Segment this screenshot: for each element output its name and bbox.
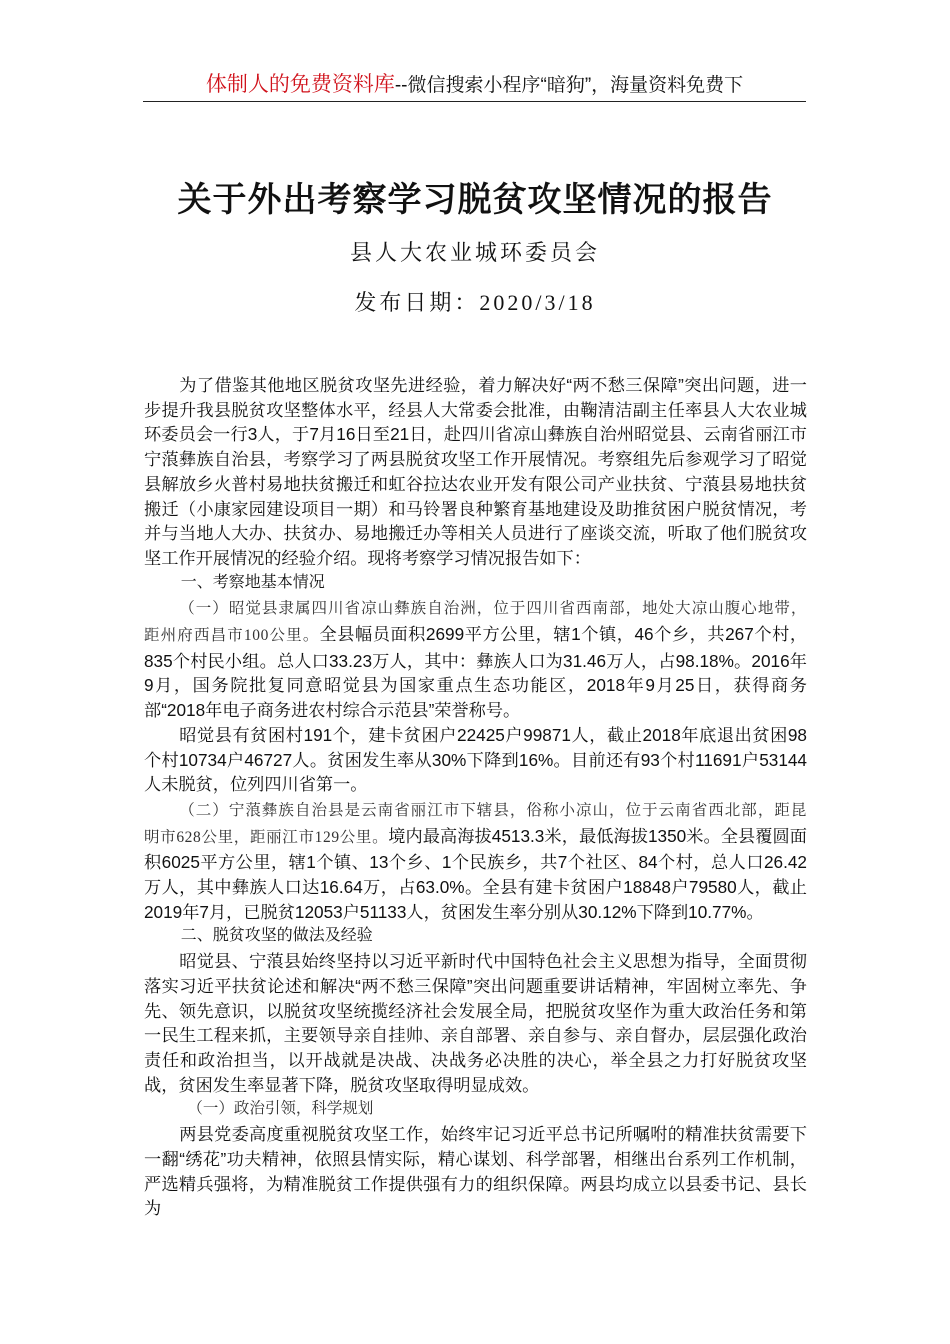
header-brand: 体制人的免费资料库 [205, 73, 395, 96]
planning-paragraph: 两县党委高度重视脱贫攻坚工作，始终牢记习近平总书记所嘱咐的精准扶贫需要下一翻“绣花”功夫精神，依照县情实际，精心谋划、科学部署，相继出台系列工作机制，严选精兵强将，为精准脱贫工作提供强有力的组织保障。两县均成立以县委书记、县长为 [144, 1124, 807, 1219]
section-heading-2: 二、脱贫攻坚的做法及经验 [180, 927, 373, 945]
document-body [144, 373, 807, 1221]
document-title: 关于外出考察学习脱贫攻坚情况的报告 [177, 180, 773, 220]
subsection-heading-1: （一）政治引领，科学规划 [187, 1100, 374, 1118]
ninglang-text: 境内最高海拔4513.3米，最低海拔1350米。全县覆圆面积6025平方公里，辖1个镇、13个乡、1个民族乡，共7个社区、84个村，总人口26.42万人，其中彝族人口达16.64万，占63.0%。全县有建卡贫困户18848户79580人，截止2019年7月，已脱贫12053户51133人，贫困发生率分别从30.12%下降到10.77%。 [144, 825, 807, 922]
header-tagline: --微信搜索小程序“暗狗”，海量资料免费下 [394, 75, 744, 96]
ninglang-paragraph [144, 797, 807, 925]
publish-date: 发布日期：2020/3/18 [354, 290, 596, 315]
document-author: 县人大农业城环委员会 [349, 240, 600, 265]
zhaojue-poverty-paragraph: 昭觉县有贫困村191个，建卡贫困户22425户99871人，截止2018年底退出贫困98个村10734户46727人。贫困发生率从30%下降到16%。目前还有93个村11691户53144人未脱贫，位列四川省第一。 [144, 724, 807, 795]
watermark-header [143, 70, 806, 102]
section-heading-1: 一、考察地基本情况 [180, 573, 325, 591]
zhaojue-text: 全县幅员面积2699平方公里，辖1个镇，46个乡，共267个村，835个村民小组。总人口33.23万人，其中：彝族人口为31.46万人，占98.18%。2016年9月，国务院批复同意昭觉县为国家重点生态功能区，2018年9月25日，获得商务部“2018年电子商务进农村综合示范县”荣誉称号。 [144, 624, 808, 721]
intro-paragraph: 为了借鉴其他地区脱贫攻坚先进经验，着力解决好“两不愁三保障”突出问题，进一步提升我县脱贫攻坚整体水平，经县人大常委会批准，由鞠清洁副主任率县人大农业城环委员会一行3人，于7月16日至21日，赴四川省凉山彝族自治州昭觉县、云南省丽江市宁蒗彝族自治县，考察学习了两县脱贫攻坚工作开展情况。考察组先后参观学习了昭觉县解放乡火普村易地扶贫搬迁和虹谷拉达农业开发有限公司产业扶贫、宁蒗县易地扶贫搬迁（小康家园建设项目一期）和马铃署良种繁育基地建设及助推贫困户脱贫情况，考并与当地人大办、扶贫办、易地搬迁办等相关人员进行了座谈交流，听取了他们脱贫攻坚工作开展情况的经验介绍。现将考察学习情况报告如下： [144, 375, 807, 568]
ninglang-lead: （二）宁蒗彝族自治县是云南省丽江市下辖县，俗称小凉山，位于云南省西北部，距昆明市628公里，距丽江市129公里。 [144, 801, 807, 846]
zhaojue-paragraph [144, 595, 807, 723]
practice-paragraph: 昭觉县、宁蒗县始终坚持以习近平新时代中国特色社会主义思想为指导，全面贯彻落实习近平扶贫论述和解决“两不愁三保障”突出问题重要讲话精神，牢固树立率先、争先、领先意识，以脱贫攻坚统揽经济社会发展全局，把脱贫攻坚作为重大政治任务和第一民生工程来抓，主要领导亲自挂帅、亲自部署、亲自参与、亲自督办，层层强化政治责任和政治担当，以开战就是决战、决战务必决胜的决心，举全县之力打好脱贫攻坚战，贫困发生率显著下降，脱贫攻坚取得明显成效。 [144, 951, 807, 1095]
zhaojue-lead: （一）昭觉县隶属四川省凉山彝族自治洲，位于四川省西南部，地处大凉山腹心地带，距州府西昌市100公里。 [144, 600, 807, 645]
